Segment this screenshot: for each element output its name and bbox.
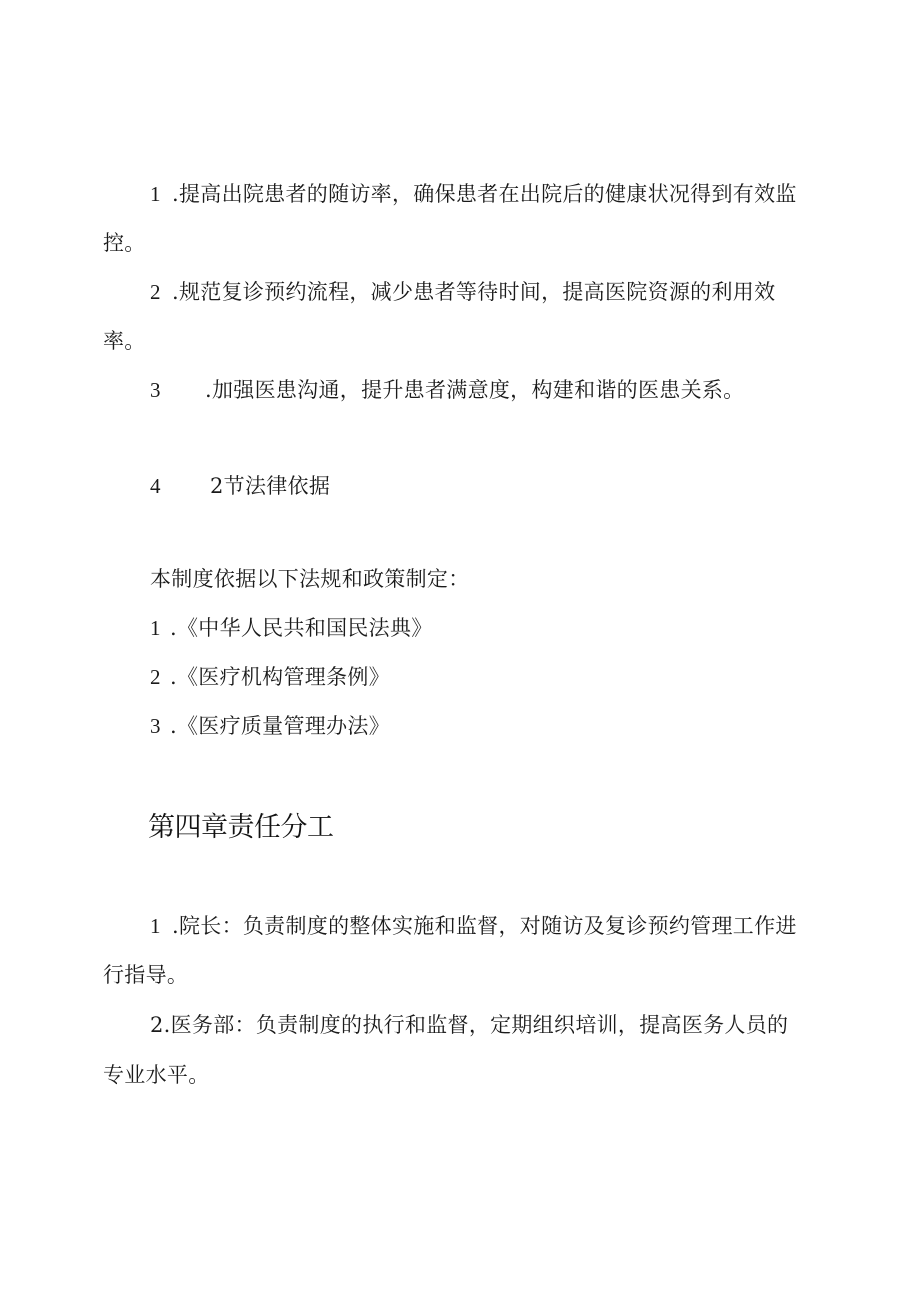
duty-item-1-text: .院长：负责制度的整体实施和监督，对随访及复诊预约管理工作进 <box>172 914 797 938</box>
legal-item-3-number: 3 <box>150 714 161 738</box>
goal-item-1-line-1 <box>150 180 797 208</box>
goal-item-2-line-1 <box>150 278 775 306</box>
legal-item-2-text: .《医疗机构管理条例》 <box>170 665 390 689</box>
duty-item-1-line-1 <box>150 912 797 940</box>
goal-item-2-number: 2 <box>150 280 161 304</box>
legal-item-1 <box>150 614 433 642</box>
goal-item-1-number: 1 <box>150 182 161 206</box>
legal-item-1-text: .《中华人民共和国民法典》 <box>170 616 433 640</box>
goal-item-1-line-2: 控。 <box>103 231 146 255</box>
goal-item-2-line-2: 率。 <box>103 329 146 353</box>
duty-item-2-line-1: 2.医务部：负责制度的执行和监督，定期组织培训，提高医务人员的 <box>150 1013 789 1037</box>
goal-item-3-text: .加强医患沟通，提升患者满意度，构建和谐的医患关系。 <box>205 378 745 402</box>
goal-item-3-number: 3 <box>150 378 161 402</box>
legal-intro: 本制度依据以下法规和政策制定： <box>150 567 470 591</box>
goal-item-2-text: .规范复诊预约流程，减少患者等待时间，提高医院资源的利用效 <box>172 280 776 304</box>
duty-item-1-line-2: 行指导。 <box>103 963 189 987</box>
legal-item-3-text: .《医疗质量管理办法》 <box>170 714 390 738</box>
legal-item-1-number: 1 <box>150 616 161 640</box>
section-title: 2节法律依据 <box>210 474 331 498</box>
legal-item-2-number: 2 <box>150 665 161 689</box>
section-heading <box>150 472 330 500</box>
legal-item-3 <box>150 712 390 740</box>
goal-item-1-text: .提高出院患者的随访率，确保患者在出院后的健康状况得到有效监 <box>172 182 797 206</box>
duty-item-2-line-2: 专业水平。 <box>103 1063 210 1087</box>
goal-item-3 <box>150 376 744 404</box>
legal-item-2 <box>150 663 390 691</box>
section-number: 4 <box>150 474 161 498</box>
chapter-title: 第四章责任分工 <box>148 812 334 843</box>
duty-item-1-number: 1 <box>150 914 161 938</box>
